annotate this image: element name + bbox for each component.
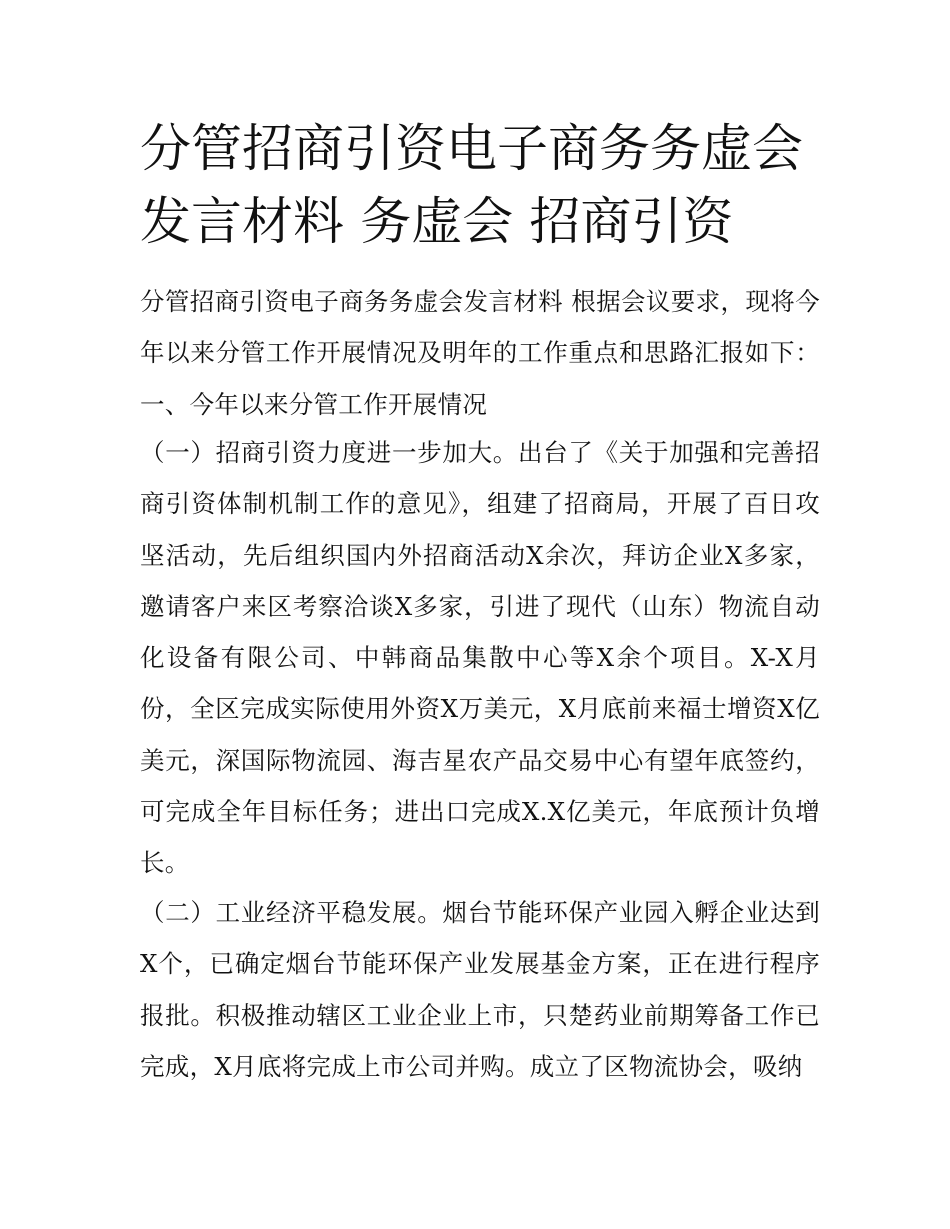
paragraph-intro: 分管招商引资电子商务务虚会发言材料 根据会议要求，现将今年以来分管工作开展情况及明年的工作重点和思路汇报如下： 一、今年以来分管工作开展情况 xyxy=(140,287,820,419)
paragraph-industry: （二）工业经济平稳发展。烟台节能环保产业园入孵企业达到X个，已确定烟台节能环保产业发展基金方案，正在进行程序报批。积极推动辖区工业企业上市，只楚药业前期筹备工作已完成，X月底将完成上市公司并购。成立了区物流协会，吸纳 xyxy=(140,898,820,1081)
paragraph-investment: （一）招商引资力度进一步加大。出台了《关于加强和完善招商引资体制机制工作的意见》，组建了招商局，开展了百日攻坚活动，先后组织国内外招商活动X余次，拜访企业X多家，邀请客户来区考察洽谈X多家，引进了现代（山东）物流自动化设备有限公司、中韩商品集散中心等X余个项目。X-X月份，全区完成实际使用外资X万美元，X月底前来福士增资X亿美元，深国际物流园、海吉星农产品交易中心有望年底签约，可完成全年目标任务；进出口完成X.X亿美元，年底预计负增长。 xyxy=(140,438,820,878)
document-title: 分管招商引资电子商务务虚会发言材料 务虚会 招商引资 xyxy=(140,120,804,252)
